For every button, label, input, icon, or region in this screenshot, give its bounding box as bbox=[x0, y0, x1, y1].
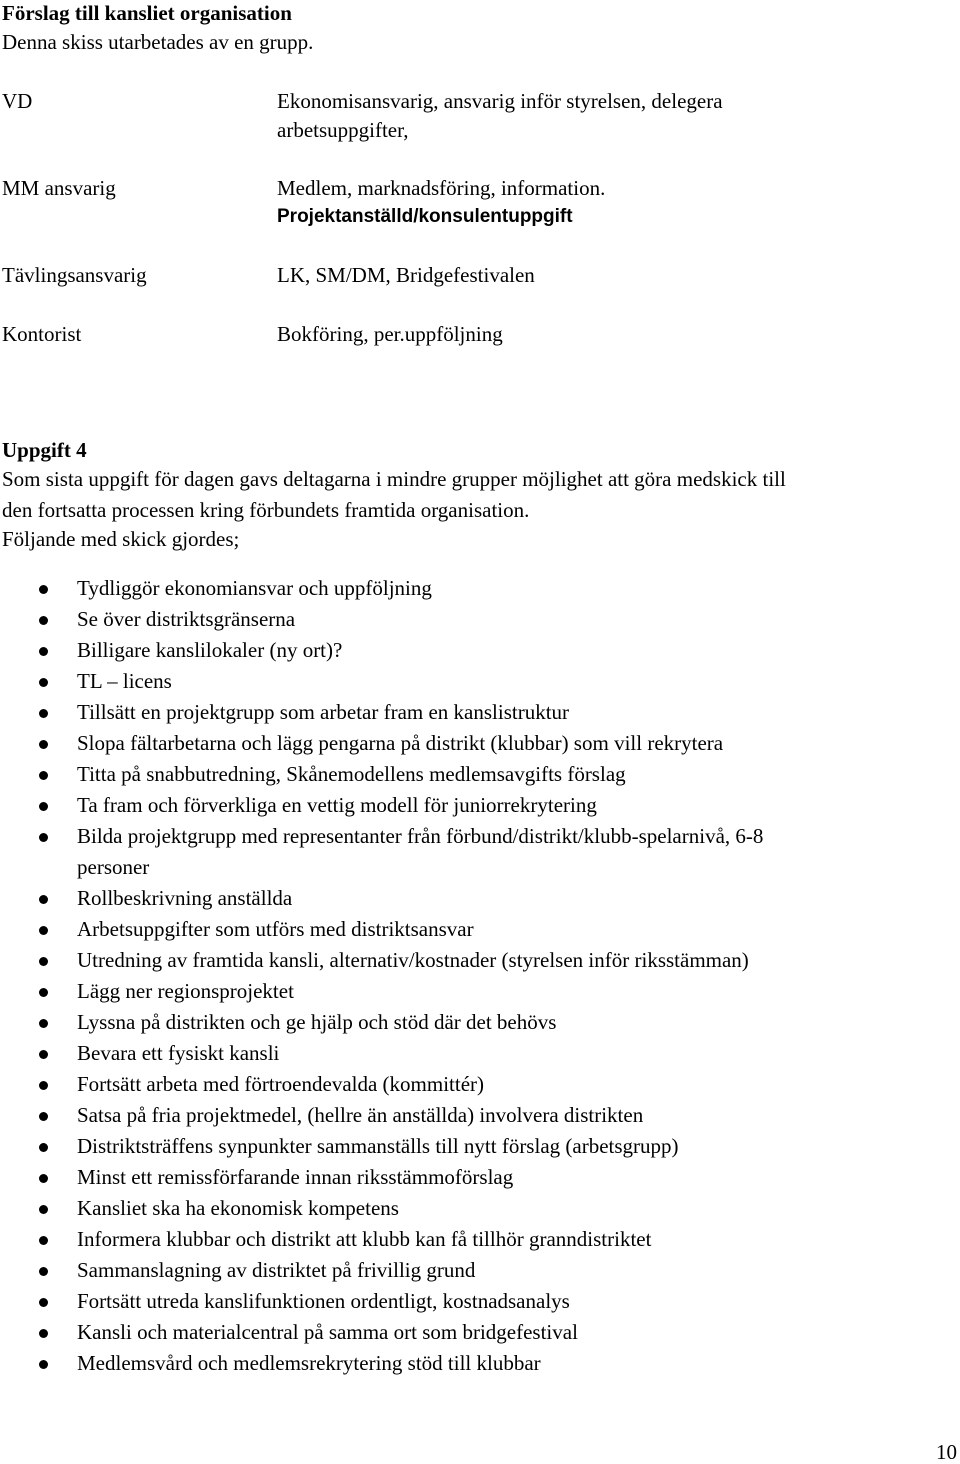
list-item-text: Utredning av framtida kansli, alternativ/kostnader (styrelsen inför riksstämman) bbox=[77, 948, 749, 972]
bullet-icon bbox=[39, 1236, 48, 1245]
bullet-icon bbox=[39, 833, 48, 842]
list-item-text: Arbetsuppgifter som utförs med distriktsansvar bbox=[77, 917, 474, 941]
list-item bbox=[0, 1012, 960, 1038]
list-item-text: Lägg ner regionsprojektet bbox=[77, 979, 294, 1003]
list-item-text: Medlemsvård och medlemsrekrytering stöd till klubbar bbox=[77, 1351, 541, 1375]
list-item-text: TL – licens bbox=[77, 669, 172, 693]
list-item bbox=[0, 1136, 960, 1162]
list-item bbox=[0, 1322, 960, 1348]
bullet-icon bbox=[39, 1112, 48, 1121]
section-heading: Uppgift 4 bbox=[2, 438, 87, 462]
bullet-icon bbox=[39, 926, 48, 935]
list-item bbox=[0, 795, 960, 821]
bullet-icon bbox=[39, 1267, 48, 1276]
bullet-icon bbox=[39, 1050, 48, 1059]
list-item bbox=[0, 764, 960, 790]
bullet-icon bbox=[39, 740, 48, 749]
list-item bbox=[0, 1043, 960, 1069]
bullet-icon bbox=[39, 1329, 48, 1338]
list-item-text: Titta på snabbutredning, Skånemodellens medlemsavgifts förslag bbox=[77, 762, 626, 786]
list-item-continuation: personer bbox=[77, 855, 150, 879]
role-description: Medlem, marknadsföring, information. bbox=[277, 176, 606, 200]
page-number: 10 bbox=[936, 1440, 957, 1464]
list-item-text: Kansli och materialcentral på samma ort som bridgefestival bbox=[77, 1320, 578, 1344]
bullet-icon bbox=[39, 771, 48, 780]
section-intro: Följande med skick gjordes; bbox=[2, 527, 240, 551]
list-item bbox=[0, 981, 960, 1007]
bullet-icon bbox=[39, 1298, 48, 1307]
list-item-text: Slopa fältarbetarna och lägg pengarna på distrikt (klubbar) som vill rekrytera bbox=[77, 731, 724, 755]
list-item-text: Kansliet ska ha ekonomisk kompetens bbox=[77, 1196, 399, 1220]
list-item bbox=[0, 1229, 960, 1255]
list-item-text: Tillsätt en projektgrupp som arbetar fram en kanslistruktur bbox=[77, 700, 570, 724]
list-item bbox=[0, 733, 960, 759]
bullet-icon bbox=[39, 616, 48, 625]
list-item bbox=[0, 609, 960, 635]
list-item-text: Sammanslagning av distriktet på frivillig grund bbox=[77, 1258, 476, 1282]
list-item-text: Rollbeskrivning anställda bbox=[77, 886, 293, 910]
bullet-icon bbox=[39, 1019, 48, 1028]
list-item-text: Fortsätt arbeta med förtroendevalda (kommittér) bbox=[77, 1072, 485, 1096]
list-item bbox=[0, 888, 960, 914]
bullet-icon bbox=[39, 709, 48, 718]
bullet-icon bbox=[39, 957, 48, 966]
list-item bbox=[0, 1353, 960, 1379]
list-item-text: Tydliggör ekonomiansvar och uppföljning bbox=[77, 576, 432, 600]
list-item bbox=[0, 640, 960, 666]
role-description: LK, SM/DM, Bridgefestivalen bbox=[277, 263, 535, 287]
list-item bbox=[0, 1105, 960, 1131]
list-item-text: Minst ett remissförfarande innan riksstämmoförslag bbox=[77, 1165, 514, 1189]
role-description-continued: Projektanställd/konsulentuppgift bbox=[277, 206, 573, 227]
bullet-icon bbox=[39, 1174, 48, 1183]
list-item bbox=[0, 826, 960, 852]
bullet-icon bbox=[39, 895, 48, 904]
list-item bbox=[0, 1291, 960, 1317]
list-item bbox=[0, 702, 960, 728]
list-item-text: Billigare kanslilokaler (ny ort)? bbox=[77, 638, 343, 662]
bullet-icon bbox=[39, 647, 48, 656]
role-description: Bokföring, per.uppföljning bbox=[277, 322, 503, 346]
role-description: Ekonomisansvarig, ansvarig inför styrelsen, delegera bbox=[277, 89, 723, 113]
bullet-icon bbox=[39, 585, 48, 594]
bullet-icon bbox=[39, 1143, 48, 1152]
bullet-icon bbox=[39, 988, 48, 997]
role-label: MM ansvarig bbox=[2, 176, 116, 200]
list-item-text: Bevara ett fysiskt kansli bbox=[77, 1041, 280, 1065]
list-item-text: Satsa på fria projektmedel, (hellre än anställda) involvera distrikten bbox=[77, 1103, 644, 1127]
list-item bbox=[0, 1167, 960, 1193]
list-item bbox=[0, 919, 960, 945]
bullet-icon bbox=[39, 1360, 48, 1369]
list-item bbox=[0, 1198, 960, 1224]
bullet-icon bbox=[39, 678, 48, 687]
list-item-text: Bilda projektgrupp med representanter från förbund/distrikt/klubb-spelarnivå, 6-8 bbox=[77, 824, 764, 848]
list-item-text: Distriktsträffens synpunkter sammanställs till nytt förslag (arbetsgrupp) bbox=[77, 1134, 679, 1158]
role-description-continued: arbetsuppgifter, bbox=[277, 118, 409, 142]
role-label: Kontorist bbox=[2, 322, 82, 346]
list-item bbox=[0, 1260, 960, 1286]
list-item bbox=[0, 578, 960, 604]
list-item bbox=[0, 950, 960, 976]
document-subtitle: Denna skiss utarbetades av en grupp. bbox=[2, 30, 314, 54]
list-item-text: Informera klubbar och distrikt att klubb kan få tillhör granndistriktet bbox=[77, 1227, 652, 1251]
role-label: Tävlingsansvarig bbox=[2, 263, 147, 287]
document-title: Förslag till kansliet organisation bbox=[2, 1, 292, 25]
section-intro: den fortsatta processen kring förbundets framtida organisation. bbox=[2, 498, 530, 522]
list-item bbox=[0, 671, 960, 697]
list-item-text: Se över distriktsgränserna bbox=[77, 607, 296, 631]
list-item-text: Lyssna på distrikten och ge hjälp och stöd där det behövs bbox=[77, 1010, 557, 1034]
section-intro: Som sista uppgift för dagen gavs deltagarna i mindre grupper möjlighet att göra medskick till bbox=[2, 467, 786, 491]
list-item-text: Ta fram och förverkliga en vettig modell för juniorrekrytering bbox=[77, 793, 597, 817]
role-label: VD bbox=[2, 89, 33, 113]
bullet-icon bbox=[39, 1205, 48, 1214]
list-item bbox=[0, 1074, 960, 1100]
bullet-icon bbox=[39, 1081, 48, 1090]
list-item-text: Fortsätt utreda kanslifunktionen ordentligt, kostnadsanalys bbox=[77, 1289, 570, 1313]
bullet-icon bbox=[39, 802, 48, 811]
